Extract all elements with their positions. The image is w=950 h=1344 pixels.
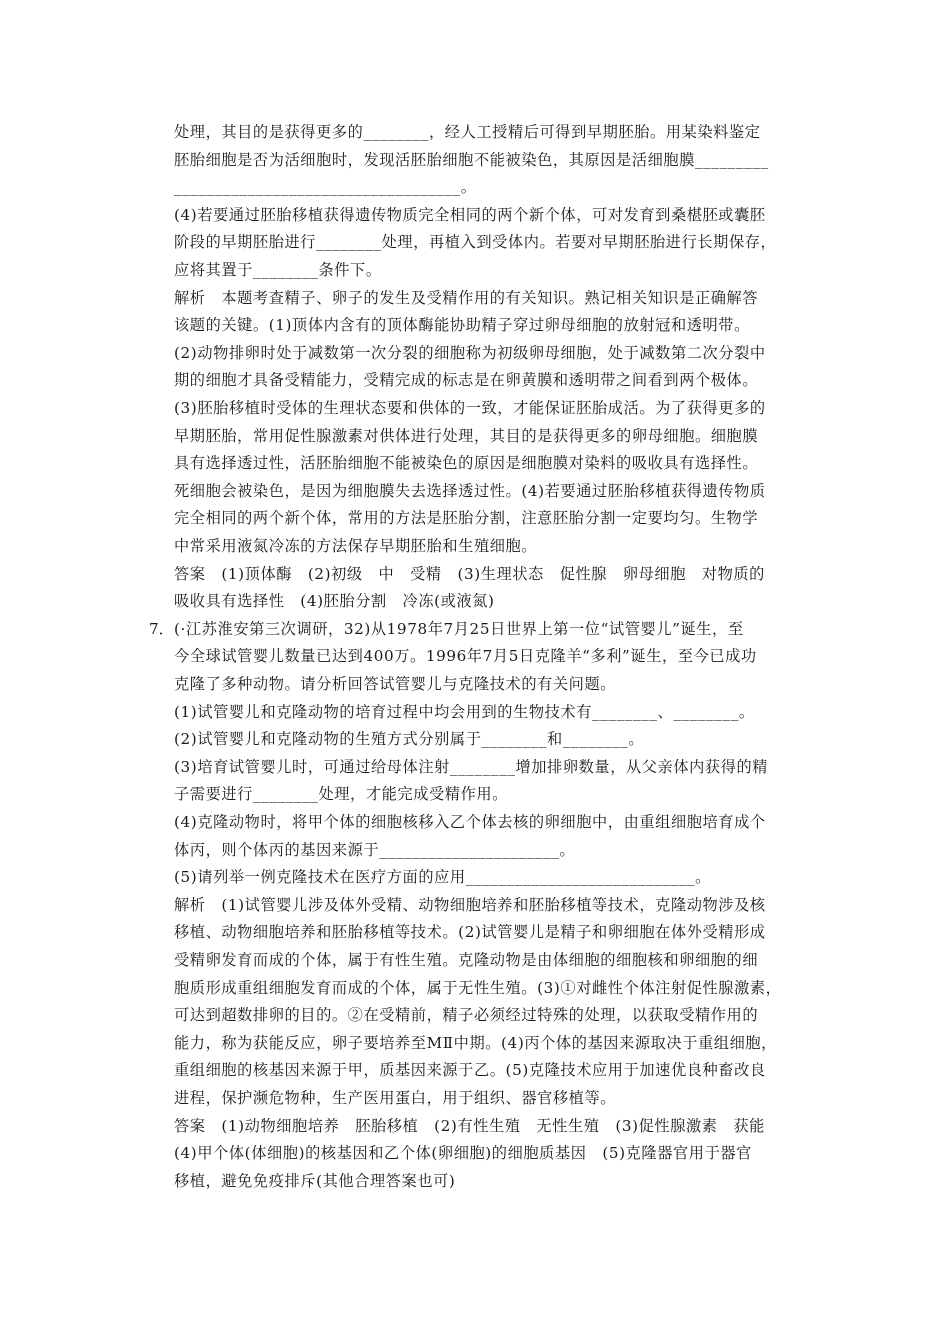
question-text-line: 重组细胞的核基因来源于甲，质基因来源于乙。(5)克隆技术应用于加速优良种畜改良 bbox=[174, 1061, 766, 1080]
text-line: 具有选择透过性，活胚胎细胞不能被染色的原因是细胞膜对染料的吸收具有选择性。 bbox=[174, 454, 759, 473]
question-text-line: 移植，避免免疫排斥(其他合理答案也可) bbox=[174, 1171, 456, 1190]
text-line: (2)动物排卵时处于减数第一次分裂的细胞称为初级卵母细胞，处于减数第二次分裂中 bbox=[174, 343, 766, 362]
question-text-line: 子需要进行________处理，才能完成受精作用。 bbox=[174, 785, 508, 804]
question-text-line: (2)试管婴儿和克隆动物的生殖方式分别属于________和________。 bbox=[174, 730, 645, 749]
text-line: 吸收具有选择性 (4)胚胎分割 冷冻(或液氮) bbox=[174, 592, 495, 611]
text-line: 答案 (1)顶体酶 (2)初级 中 受精 (3)生理状态 促性腺 卵母细胞 对物质的 bbox=[174, 564, 765, 583]
question-number: 7． bbox=[149, 619, 174, 638]
question-text-line: (1)试管婴儿和克隆动物的培育过程中均会用到的生物技术有________、________。 bbox=[174, 702, 755, 721]
question-text-line: (4)克隆动物时，将甲个体的细胞核移入乙个体去核的卵细胞中，由重组细胞培育成个 bbox=[174, 813, 766, 831]
question-text-line: (3)培育试管婴儿时，可通过给母体注射________增加排卵数量，从父亲体内获得的精 bbox=[174, 757, 769, 776]
text-line: 完全相同的两个新个体，常用的方法是胚胎分割，注意胚胎分割一定要均匀。生物学 bbox=[174, 509, 759, 528]
question-text-line: (5)请列举一例克隆技术在医疗方面的应用____________________________。 bbox=[174, 868, 711, 887]
text-line: 早期胚胎，常用促性腺激素对供体进行处理，其目的是获得更多的卵母细胞。细胞膜 bbox=[174, 426, 759, 445]
text-line: 期的细胞才具备受精能力，受精完成的标志是在卵黄膜和透明带之间看到两个极体。 bbox=[174, 371, 759, 390]
text-line: 应将其置于________条件下。 bbox=[174, 261, 382, 279]
question-text-line: 克隆了多种动物。请分析回答试管婴儿与克隆技术的有关问题。 bbox=[174, 675, 617, 693]
question-text-line: 胞质形成重组细胞发育而成的个体，属于无性生殖。(3)①对雌性个体注射促性腺激素， bbox=[174, 978, 782, 997]
text-line: ___________________________________。 bbox=[174, 178, 477, 197]
question-text-line: (·江苏淮安第三次调研，32)从1978年7月25日世界上第一位“试管婴儿”诞生，至 bbox=[174, 619, 744, 638]
text-line: 该题的关键。(1)顶体内含有的顶体酶能协助精子穿过卵母细胞的放射冠和透明带。 bbox=[174, 316, 750, 335]
question-text-line: 可达到超数排卵的目的。②在受精前，精子必须经过特殊的处理，以获取受精作用的 bbox=[174, 1006, 759, 1025]
text-line: 阶段的早期胚胎进行________处理，再植入到受体内。若要对早期胚胎进行长期保存， bbox=[174, 233, 777, 252]
text-line: (3)胚胎移植时受体的生理状态要和供体的一致，才能保证胚胎成活。为了获得更多的 bbox=[174, 399, 766, 417]
question-text-line: 受精卵发育而成的个体，属于有性生殖。克隆动物是由体细胞的细胞核和卵细胞的细 bbox=[174, 951, 759, 969]
text-line: 处理，其目的是获得更多的________，经人工授精后可得到早期胚胎。用某染料鉴定 bbox=[174, 123, 761, 141]
question-text-line: 答案 (1)动物细胞培养 胚胎移植 (2)有性生殖 无性生殖 (3)促性腺激素 获能 bbox=[174, 1116, 765, 1135]
text-line: (4)若要通过胚胎移植获得遗传物质完全相同的两个新个体，可对发育到桑椹胚或囊胚 bbox=[174, 205, 766, 224]
question-text-line: 解析 (1)试管婴儿涉及体外受精、动物细胞培养和胚胎移植等技术，克隆动物涉及核 bbox=[174, 895, 766, 914]
question-text-line: 能力，称为获能反应，卵子要培养至MⅡ中期。(4)丙个体的基因来源取决于重组细胞， bbox=[174, 1033, 777, 1052]
text-line: 解析 本题考查精子、卵子的发生及受精作用的有关知识。熟记相关知识是正确解答 bbox=[174, 288, 759, 307]
text-line: 死细胞会被染色，是因为细胞膜失去选择透过性。(4)若要通过胚胎移植获得遗传物质 bbox=[174, 481, 766, 500]
text-line: 胚胎细胞是否为活细胞时，发现活胚胎细胞不能被染色，其原因是活细胞膜_________ bbox=[174, 150, 769, 169]
question-text-line: 体丙，则个体丙的基因来源于______________________。 bbox=[174, 840, 576, 859]
question-text-line: 进程，保护濒危物种，生产医用蛋白，用于组织、器官移植等。 bbox=[174, 1089, 617, 1107]
text-line: 中常采用液氮冷冻的方法保存早期胚胎和生殖细胞。 bbox=[174, 537, 538, 555]
question-text-line: 今全球试管婴儿数量已达到400万。1996年7月5日克隆羊“多利”诞生，至今已成功 bbox=[174, 647, 757, 666]
question-text-line: (4)甲个体(体细胞)的核基因和乙个体(卵细胞)的细胞质基因 (5)克隆器官用于器官 bbox=[174, 1144, 752, 1163]
question-text-line: 移植、动物细胞培养和胚胎移植等技术。(2)试管婴儿是精子和卵细胞在体外受精形成 bbox=[174, 923, 766, 942]
